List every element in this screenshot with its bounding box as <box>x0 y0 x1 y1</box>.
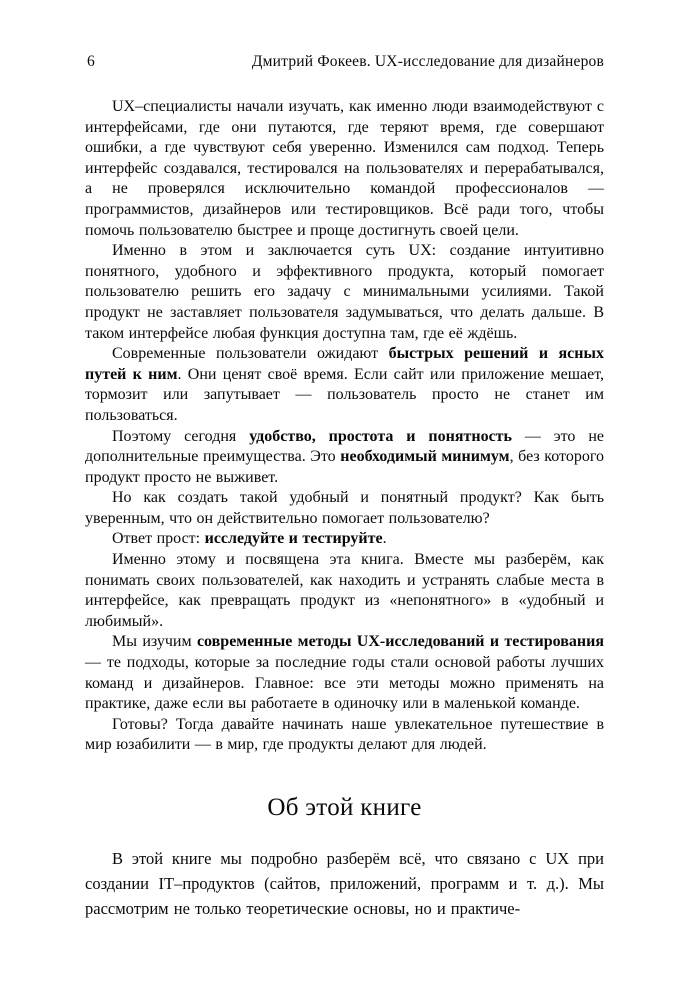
text-segment: . Они ценят своё время. Если сайт или приложение мешает, тормозит или запутывает — пользователь просто не станет им пользоваться. <box>85 365 604 424</box>
intro-paragraphs <box>85 97 604 756</box>
text-segment: — это не дополнительные преимущества. Это <box>85 427 604 466</box>
paragraph <box>85 846 604 921</box>
page-body <box>85 97 604 921</box>
paragraph <box>85 241 604 344</box>
bold-text-segment: быстрых решений и ясных путей к ним <box>85 345 604 383</box>
text-segment: В этой книге мы подробно разберём всё, что связано с UX при создании IT–продуктов (сайтов, приложений, программ и т. д.). Мы рассмотрим не только теоретические основы, но и практиче- <box>85 849 604 918</box>
paragraph <box>85 97 604 241</box>
paragraph <box>85 632 604 714</box>
page-number: 6 <box>87 53 95 70</box>
text-segment: Именно этому и посвящена эта книга. Вместе мы разберём, как понимать своих пользователей, как находить и устранять слабые места в интерфейсе, как превращать продукт из «непонятного» в «удобный и любимый». <box>85 551 604 630</box>
text-segment: , без которого продукт просто не выживет. <box>85 448 605 486</box>
paragraph <box>85 715 604 756</box>
bold-text-segment: необходимый минимум <box>340 448 510 466</box>
text-segment: Современные пользователи ожидают <box>112 345 389 363</box>
text-segment: UX–специалисты начали изучать, как именно люди взаимодействуют с интерфейсами, где они путаются, где теряют время, где совершают ошибки, а где чувствуют себя уверенно. Изменился сам подход. Теперь интерфейс создавался, тестировался на пользователях и перерабатывался, а не проверялся исключительно командой профессионалов — программистов, дизайнеров или тестировщиков. Всё ради того, чтобы помочь пользователю быстрее и проще достигнуть своей цели. <box>85 98 604 239</box>
section-paragraphs <box>85 846 604 921</box>
paragraph <box>85 488 604 529</box>
text-segment: . <box>382 530 387 548</box>
paragraph <box>85 529 604 550</box>
bold-text-segment: современные методы UX-исследований и тестирования <box>196 633 604 651</box>
bold-text-segment: исследуйте и тестируйте <box>204 530 383 548</box>
text-segment: Ответ прост: <box>112 530 205 548</box>
bold-text-segment: удобство, простота и понятность <box>249 427 512 445</box>
section-heading: Об этой книге <box>267 794 422 821</box>
text-segment: — те подходы, которые за последние годы стали основой работы лучших команд и дизайнеров. Главное: все эти методы можно применять на практике, даже если вы работаете в одиночку или в маленькой команде. <box>85 654 604 713</box>
text-segment: Но как создать такой удобный и понятный продукт? Как быть уверенным, что он действительно помогает пользователю? <box>85 489 604 527</box>
text-segment: Готовы? Тогда давайте начинать наше увлекательное путешествие в мир юзабилити — в мир, где продукты делают для людей. <box>85 715 604 754</box>
paragraph <box>85 344 604 426</box>
page-header <box>85 52 604 72</box>
text-segment: Поэтому сегодня <box>112 427 250 445</box>
text-segment: Мы изучим <box>112 633 197 651</box>
running-title: Дмитрий Фокеев. UX-исследование для дизайнеров <box>251 53 604 70</box>
paragraph <box>85 550 604 632</box>
text-segment: Именно в этом и заключается суть UX: создание интуитивно понятного, удобного и эффективного продукта, который помогает пользователю решить его задачу с минимальными усилиями. Такой продукт не заставляет пользователя задумываться, что делать дальше. В таком интерфейсе любая функция доступна там, где её ждёшь. <box>85 242 604 342</box>
paragraph <box>85 427 604 489</box>
